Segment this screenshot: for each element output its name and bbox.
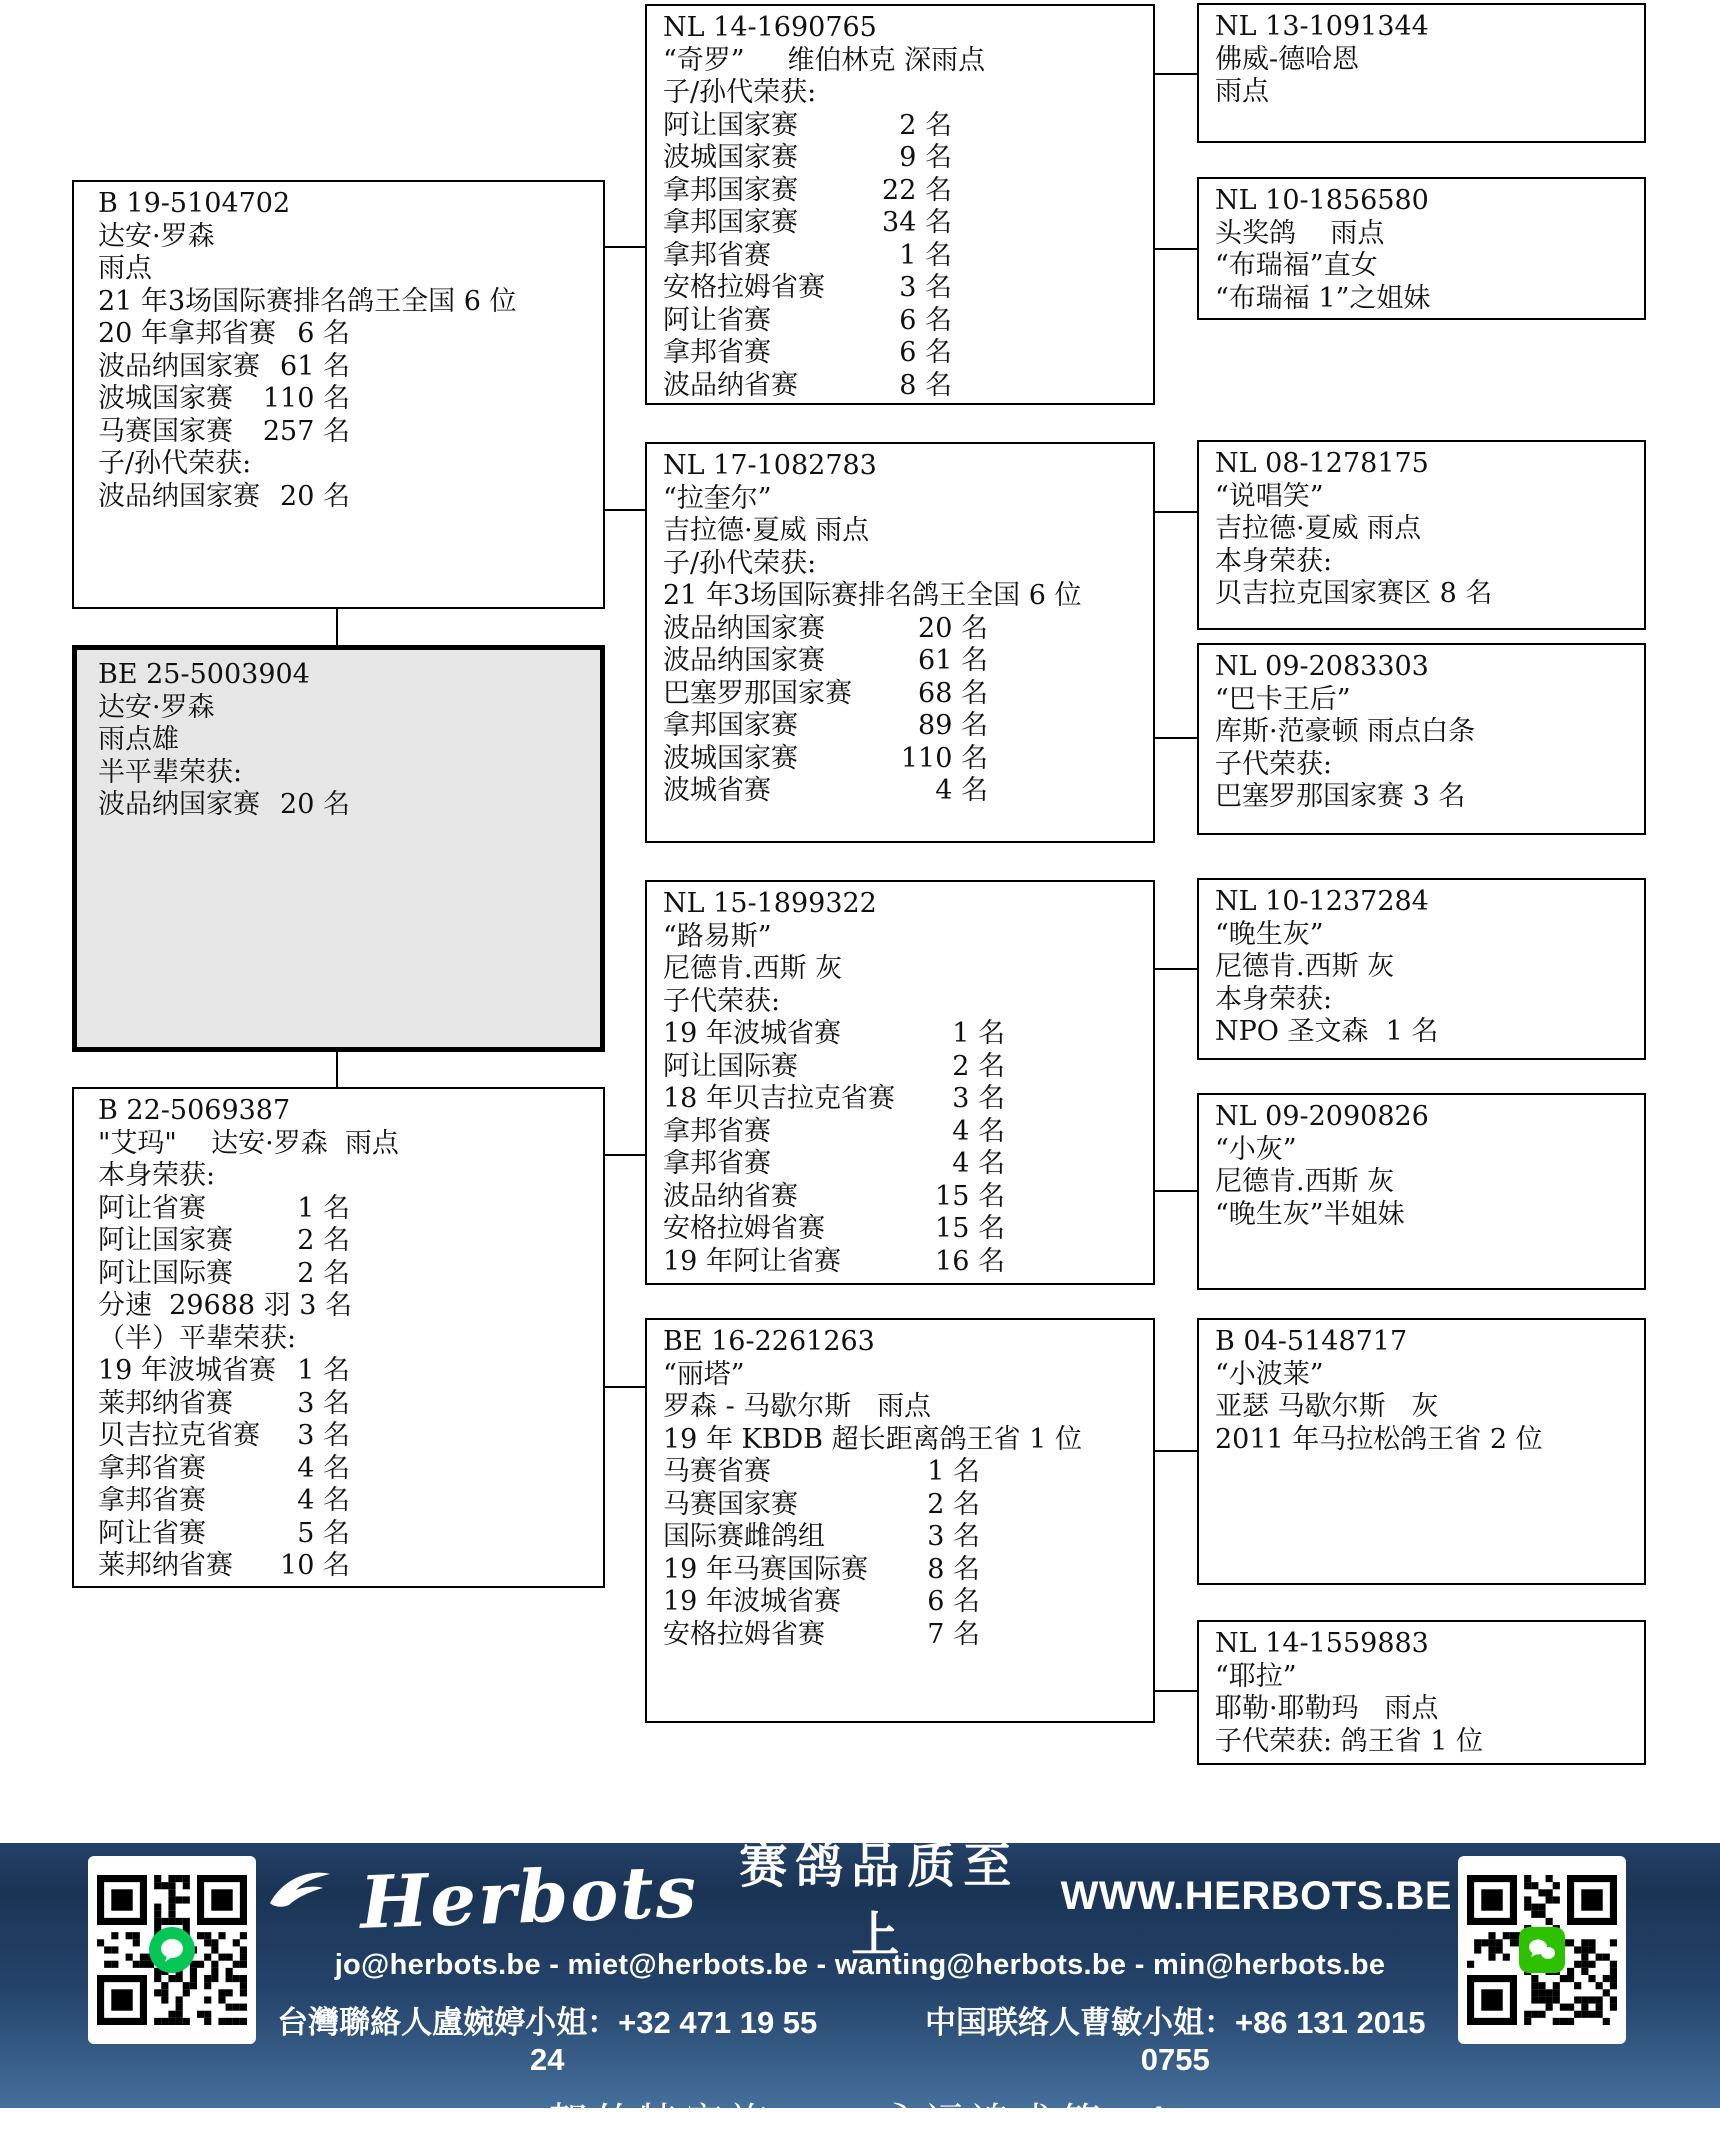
pedigree-line bbox=[663, 305, 1153, 338]
result-label: 安格拉姆省赛 bbox=[663, 1618, 825, 1650]
pedigree-line bbox=[663, 207, 1153, 240]
result-value: 3 名 bbox=[927, 1521, 980, 1552]
result-label: 波城国家赛 bbox=[663, 142, 798, 173]
pedigree-line: NL 17-1082783 bbox=[663, 450, 877, 481]
result-value: 8 名 bbox=[927, 1553, 980, 1585]
pedigree-line bbox=[663, 1018, 1153, 1051]
result-label: 波城省赛 bbox=[663, 775, 771, 806]
footer-slogan: 赛鸽品质至上 bbox=[739, 1838, 1020, 1963]
pedigree-line bbox=[98, 1550, 603, 1583]
result-value: 6 名 bbox=[927, 1586, 980, 1617]
pedigree-line: （半）平辈荣获: bbox=[98, 1322, 297, 1354]
result-label: 拿邦省赛 bbox=[663, 239, 771, 271]
pedigree-line bbox=[663, 1619, 1153, 1652]
pedigree-line: “路易斯” bbox=[663, 920, 772, 952]
pedigree-line: 子/孙代荣获: bbox=[98, 448, 252, 479]
pedigree-box-sire-sire bbox=[645, 4, 1155, 405]
pedigree-line: 分速 29688 羽 3 名 bbox=[98, 1290, 352, 1321]
connector-line bbox=[336, 1052, 338, 1087]
connector-line bbox=[336, 609, 338, 645]
result-value: 61 名 bbox=[280, 350, 350, 382]
result-label: 阿让国家赛 bbox=[98, 1225, 233, 1256]
connector-line bbox=[1153, 737, 1197, 739]
pedigree-line: 佛威-德哈恩 bbox=[1215, 43, 1360, 75]
footer-content bbox=[268, 1838, 1452, 2148]
pedigree-line bbox=[663, 370, 1153, 403]
result-label: 波品纳国家赛 bbox=[663, 645, 825, 676]
pedigree-line: NL 14-1690765 bbox=[663, 12, 877, 43]
pedigree-line bbox=[98, 383, 603, 416]
result-label: 阿让国际赛 bbox=[663, 1050, 798, 1082]
result-value: 20 名 bbox=[918, 612, 988, 644]
result-label: 波品纳国家赛 bbox=[98, 350, 260, 382]
pedigree-line bbox=[663, 175, 1153, 208]
result-value: 6 名 bbox=[899, 304, 952, 336]
result-value: 22 名 bbox=[882, 174, 952, 206]
pedigree-line bbox=[663, 1456, 1153, 1489]
result-value: 110 名 bbox=[900, 742, 988, 774]
result-value: 6 名 bbox=[297, 318, 350, 349]
pedigree-box-dam bbox=[72, 1087, 605, 1588]
pedigree-line: 21 年3场国际赛排名鸽王全国 6 位 bbox=[663, 580, 1082, 611]
pedigree-line bbox=[98, 1258, 603, 1291]
pedigree-line: 贝吉拉克国家赛区 8 名 bbox=[1215, 578, 1493, 609]
pedigree-line bbox=[663, 1489, 1153, 1522]
connector-line bbox=[1153, 1190, 1197, 1192]
pedigree-line: 雨点 bbox=[98, 253, 152, 284]
connector-line bbox=[1153, 1690, 1197, 1692]
pedigree-line: 尼德肯.西斯 灰 bbox=[1215, 951, 1395, 982]
pedigree-line bbox=[663, 613, 1153, 646]
result-label: 18 年贝吉拉克省赛 bbox=[663, 1083, 895, 1114]
footer-brand-row bbox=[268, 1838, 1452, 1963]
pedigree-line bbox=[663, 1148, 1153, 1181]
result-value: 1 名 bbox=[927, 1456, 980, 1487]
pedigree-line bbox=[663, 645, 1153, 678]
result-label: 拿邦省赛 bbox=[98, 1452, 206, 1484]
line-qr-code bbox=[88, 1856, 256, 2044]
pedigree-line: 本身荣获: bbox=[98, 1160, 216, 1191]
pedigree-line: "艾玛" 达安·罗森 雨点 bbox=[98, 1127, 399, 1159]
pedigree-line: 达安·罗森 bbox=[98, 691, 215, 723]
pedigree-line bbox=[663, 240, 1153, 273]
result-value: 15 名 bbox=[935, 1213, 1005, 1244]
result-value: 3 名 bbox=[297, 1387, 350, 1419]
connector-line bbox=[603, 1386, 645, 1388]
result-value: 2 名 bbox=[899, 109, 952, 141]
pedigree-line bbox=[663, 1586, 1153, 1619]
pedigree-box-sire-dam bbox=[645, 442, 1155, 843]
pedigree-line: B 19-5104702 bbox=[98, 188, 291, 219]
pedigree-line: 子/孙代荣获: bbox=[663, 77, 817, 108]
pedigree-line: NL 08-1278175 bbox=[1215, 448, 1429, 479]
pedigree-line: 吉拉德·夏威 雨点 bbox=[1215, 513, 1422, 544]
pedigree-line bbox=[98, 1388, 603, 1421]
pedigree-box-g3-1 bbox=[1197, 3, 1646, 143]
result-value: 10 名 bbox=[280, 1550, 350, 1581]
result-label: 波品纳省赛 bbox=[663, 369, 798, 401]
pedigree-line bbox=[98, 351, 603, 384]
result-label: 波品纳国家赛 bbox=[98, 789, 260, 820]
pedigree-line bbox=[98, 1453, 603, 1486]
pedigree-box-g3-8 bbox=[1197, 1620, 1646, 1765]
pedigree-line: 罗森 - 马歇尔斯 雨点 bbox=[663, 1391, 932, 1422]
connector-line bbox=[1153, 1450, 1197, 1452]
pedigree-line bbox=[663, 775, 1153, 808]
result-value: 110 名 bbox=[262, 383, 350, 414]
result-value: 20 名 bbox=[280, 789, 350, 820]
footer-emails: jo@herbots.be - miet@herbots.be - wanting@herbots.be - min@herbots.be bbox=[334, 1949, 1386, 1981]
pedigree-line: “耶拉” bbox=[1215, 1660, 1297, 1692]
pedigree-line: 亚瑟 马歇尔斯 灰 bbox=[1215, 1391, 1439, 1422]
pedigree-line: NL 14-1559883 bbox=[1215, 1628, 1429, 1659]
result-label: 拿邦国家赛 bbox=[663, 207, 798, 238]
result-value: 3 名 bbox=[952, 1083, 1005, 1114]
connector-line bbox=[603, 246, 645, 248]
footer-contact-china: 中国联络人曹敏小姐：+86 131 2015 0755 bbox=[924, 2005, 1426, 2077]
pedigree-line: NPO 圣文森 1 名 bbox=[1215, 1016, 1439, 1047]
pedigree-line: “晚生灰”半姐妹 bbox=[1215, 1198, 1405, 1230]
result-label: 阿让省赛 bbox=[98, 1517, 206, 1549]
pedigree-line bbox=[98, 1355, 603, 1388]
pedigree-line: “奇罗” 维伯林克 深雨点 bbox=[663, 44, 986, 76]
result-value: 34 名 bbox=[882, 207, 952, 238]
result-label: 拿邦省赛 bbox=[663, 337, 771, 368]
pedigree-line: BE 16-2261263 bbox=[663, 1326, 875, 1357]
result-value: 4 名 bbox=[935, 775, 988, 806]
result-value: 1 名 bbox=[297, 1192, 350, 1224]
pedigree-line: “小灰” bbox=[1215, 1133, 1297, 1165]
result-value: 4 名 bbox=[297, 1452, 350, 1484]
pedigree-line: “布瑞福 1”之姐妹 bbox=[1215, 282, 1431, 314]
pedigree-line: “小波莱” bbox=[1215, 1358, 1324, 1390]
pedigree-line bbox=[663, 1116, 1153, 1149]
footer-banner bbox=[0, 1838, 1720, 2146]
pedigree-line: 尼德肯.西斯 灰 bbox=[663, 953, 843, 984]
result-value: 4 名 bbox=[952, 1148, 1005, 1179]
pedigree-box-g3-7 bbox=[1197, 1318, 1646, 1585]
result-label: 19 年波城省赛 bbox=[663, 1018, 841, 1049]
pedigree-line: “晚生灰” bbox=[1215, 918, 1324, 950]
pedigree-line: 本身荣获: bbox=[1215, 545, 1333, 577]
pedigree-line: “巴卡王后” bbox=[1215, 683, 1351, 715]
pedigree-line: 半平辈荣获: bbox=[98, 756, 243, 788]
result-label: 阿让省赛 bbox=[663, 304, 771, 336]
pedigree-line: NL 13-1091344 bbox=[1215, 11, 1429, 42]
result-label: 波品纳国家赛 bbox=[98, 480, 260, 512]
pedigree-line: “拉奎尔” bbox=[663, 482, 772, 514]
connector-line bbox=[1153, 73, 1197, 75]
pedigree-box-g3-5 bbox=[1197, 878, 1646, 1060]
pedigree-line: B 04-5148717 bbox=[1215, 1326, 1408, 1357]
pedigree-line: “布瑞福”直女 bbox=[1215, 250, 1378, 281]
pedigree-line bbox=[663, 1246, 1153, 1279]
result-label: 19 年阿让省赛 bbox=[663, 1245, 841, 1277]
result-value: 8 名 bbox=[899, 369, 952, 401]
pedigree-box-dam-dam bbox=[645, 1318, 1155, 1723]
result-label: 20 年拿邦省赛 bbox=[98, 318, 276, 349]
result-label: 波品纳省赛 bbox=[663, 1180, 798, 1212]
pedigree-line bbox=[663, 1554, 1153, 1587]
pedigree-line: 雨点雄 bbox=[98, 724, 179, 755]
footer-contacts bbox=[268, 1997, 1452, 2078]
result-value: 1 名 bbox=[952, 1018, 1005, 1049]
pedigree-line: NL 09-2090826 bbox=[1215, 1101, 1429, 1132]
pedigree-line bbox=[663, 1051, 1153, 1084]
result-label: 波品纳国家赛 bbox=[663, 612, 825, 644]
pedigree-line bbox=[98, 1518, 603, 1551]
result-label: 马赛省赛 bbox=[663, 1456, 771, 1487]
result-value: 2 名 bbox=[952, 1050, 1005, 1082]
feather-icon bbox=[268, 1867, 332, 1926]
result-label: 马赛国家赛 bbox=[98, 415, 233, 447]
result-value: 2 名 bbox=[927, 1488, 980, 1520]
footer-tagline: 贺伯特家族—— 永远追求第一! bbox=[548, 2100, 1172, 2146]
result-label: 安格拉姆省赛 bbox=[663, 1213, 825, 1244]
result-value: 7 名 bbox=[927, 1618, 980, 1650]
pedigree-line bbox=[663, 110, 1153, 143]
pedigree-line: 子代荣获: bbox=[1215, 748, 1333, 780]
pedigree-line: 子/孙代荣获: bbox=[663, 547, 817, 579]
pedigree-line: 本身荣获: bbox=[1215, 983, 1333, 1015]
pedigree-line bbox=[663, 743, 1153, 776]
result-label: 阿让国家赛 bbox=[663, 109, 798, 141]
pedigree-line bbox=[663, 1213, 1153, 1246]
footer-website: WWW.HERBOTS.BE bbox=[1060, 1873, 1452, 1918]
connector-line bbox=[603, 1154, 645, 1156]
connector-line bbox=[1153, 511, 1197, 513]
connector-line bbox=[1153, 968, 1197, 970]
result-value: 68 名 bbox=[918, 677, 988, 709]
result-label: 拿邦省赛 bbox=[98, 1485, 206, 1516]
wechat-qr-code bbox=[1458, 1856, 1626, 2044]
result-label: 拿邦省赛 bbox=[663, 1148, 771, 1179]
pedigree-line bbox=[663, 142, 1153, 175]
pedigree-box-g3-3 bbox=[1197, 440, 1646, 630]
pedigree-box-g3-2 bbox=[1197, 177, 1646, 320]
pedigree-line: NL 10-1856580 bbox=[1215, 185, 1429, 216]
pedigree-line: NL 09-2083303 bbox=[1215, 651, 1429, 682]
pedigree-box-g3-6 bbox=[1197, 1093, 1646, 1290]
pedigree-line bbox=[663, 1181, 1153, 1214]
pedigree-line: “丽塔” bbox=[663, 1358, 745, 1390]
result-label: 拿邦国家赛 bbox=[663, 174, 798, 206]
result-label: 波城国家赛 bbox=[98, 383, 233, 414]
result-value: 5 名 bbox=[297, 1517, 350, 1549]
pedigree-line: 库斯·范豪顿 雨点白条 bbox=[1215, 716, 1476, 747]
result-value: 2 名 bbox=[297, 1257, 350, 1289]
result-label: 19 年波城省赛 bbox=[663, 1586, 841, 1617]
pedigree-line: 19 年 KBDB 超长距离鸽王省 1 位 bbox=[663, 1423, 1082, 1455]
result-label: 马赛国家赛 bbox=[663, 1488, 798, 1520]
pedigree-line: 耶勒·耶勒玛 雨点 bbox=[1215, 1693, 1439, 1724]
result-value: 16 名 bbox=[935, 1245, 1005, 1277]
pedigree-line: 尼德肯.西斯 灰 bbox=[1215, 1166, 1395, 1197]
wechat-icon bbox=[1519, 1927, 1565, 1973]
result-value: 9 名 bbox=[899, 142, 952, 173]
pedigree-line bbox=[663, 710, 1153, 743]
pedigree-line: “说唱笑” bbox=[1215, 480, 1324, 512]
pedigree-line bbox=[98, 1485, 603, 1518]
pedigree-line bbox=[98, 789, 600, 822]
result-label: 拿邦省赛 bbox=[663, 1115, 771, 1147]
pedigree-line bbox=[98, 481, 603, 514]
pedigree-line: 吉拉德·夏威 雨点 bbox=[663, 515, 870, 546]
pedigree-line bbox=[98, 318, 603, 351]
result-value: 3 名 bbox=[297, 1420, 350, 1451]
pedigree-box-dam-sire bbox=[645, 880, 1155, 1285]
pedigree-line bbox=[663, 1521, 1153, 1554]
pedigree-line bbox=[663, 1083, 1153, 1116]
pedigree-line bbox=[98, 1193, 603, 1226]
result-value: 61 名 bbox=[918, 645, 988, 676]
pedigree-line bbox=[98, 416, 603, 449]
footer-contact-taiwan: 台灣聯絡人盧婉婷小姐：+32 471 19 55 24 bbox=[277, 2005, 818, 2077]
result-value: 4 名 bbox=[952, 1115, 1005, 1147]
pedigree-line: B 22-5069387 bbox=[98, 1095, 291, 1126]
pedigree-line: 头奖鸽 雨点 bbox=[1215, 217, 1385, 249]
result-value: 4 名 bbox=[297, 1485, 350, 1516]
pedigree-box-subject bbox=[72, 645, 605, 1052]
result-label: 贝吉拉克省赛 bbox=[98, 1420, 260, 1451]
pedigree-line: 雨点 bbox=[1215, 76, 1269, 107]
result-value: 257 名 bbox=[262, 415, 350, 447]
pedigree-line: 巴塞罗那国家赛 3 名 bbox=[1215, 781, 1466, 812]
result-label: 拿邦国家赛 bbox=[663, 710, 798, 741]
result-label: 莱邦纳省赛 bbox=[98, 1387, 233, 1419]
pedigree-line: NL 15-1899322 bbox=[663, 888, 877, 919]
pedigree-line: BE 25-5003904 bbox=[98, 659, 310, 690]
pedigree-line: 达安·罗森 bbox=[98, 220, 215, 252]
pedigree-line: 子代荣获: 鸽王省 1 位 bbox=[1215, 1725, 1484, 1757]
pedigree-line: NL 10-1237284 bbox=[1215, 886, 1429, 917]
connector-line bbox=[603, 509, 645, 511]
result-value: 15 名 bbox=[935, 1180, 1005, 1212]
result-label: 安格拉姆省赛 bbox=[663, 272, 825, 303]
result-value: 3 名 bbox=[899, 272, 952, 303]
herbots-logo: Herbots bbox=[358, 1847, 700, 1945]
connector-line bbox=[1153, 248, 1197, 250]
result-value: 6 名 bbox=[899, 337, 952, 368]
pedigree-line: 2011 年马拉松鸽王省 2 位 bbox=[1215, 1423, 1543, 1455]
pedigree-line: 子代荣获: bbox=[663, 985, 781, 1017]
pedigree-line bbox=[663, 678, 1153, 711]
pedigree-line bbox=[98, 1225, 603, 1258]
pedigree-line bbox=[663, 272, 1153, 305]
result-label: 19 年波城省赛 bbox=[98, 1355, 276, 1386]
result-value: 2 名 bbox=[297, 1225, 350, 1256]
pedigree-line bbox=[663, 337, 1153, 370]
result-value: 20 名 bbox=[280, 480, 350, 512]
pedigree-box-sire bbox=[72, 180, 605, 609]
result-label: 波城国家赛 bbox=[663, 742, 798, 774]
result-value: 1 名 bbox=[297, 1355, 350, 1386]
pedigree-box-g3-4 bbox=[1197, 643, 1646, 835]
result-value: 89 名 bbox=[918, 710, 988, 741]
pedigree-line: 21 年3场国际赛排名鸽王全国 6 位 bbox=[98, 285, 517, 317]
result-value: 1 名 bbox=[899, 239, 952, 271]
result-label: 巴塞罗那国家赛 bbox=[663, 677, 852, 709]
result-label: 阿让国际赛 bbox=[98, 1257, 233, 1289]
pedigree-line bbox=[98, 1420, 603, 1453]
result-label: 国际赛雌鸽组 bbox=[663, 1521, 825, 1552]
result-label: 莱邦纳省赛 bbox=[98, 1550, 233, 1581]
result-label: 19 年马赛国际赛 bbox=[663, 1553, 868, 1585]
result-label: 阿让省赛 bbox=[98, 1192, 206, 1224]
line-icon bbox=[149, 1927, 195, 1973]
